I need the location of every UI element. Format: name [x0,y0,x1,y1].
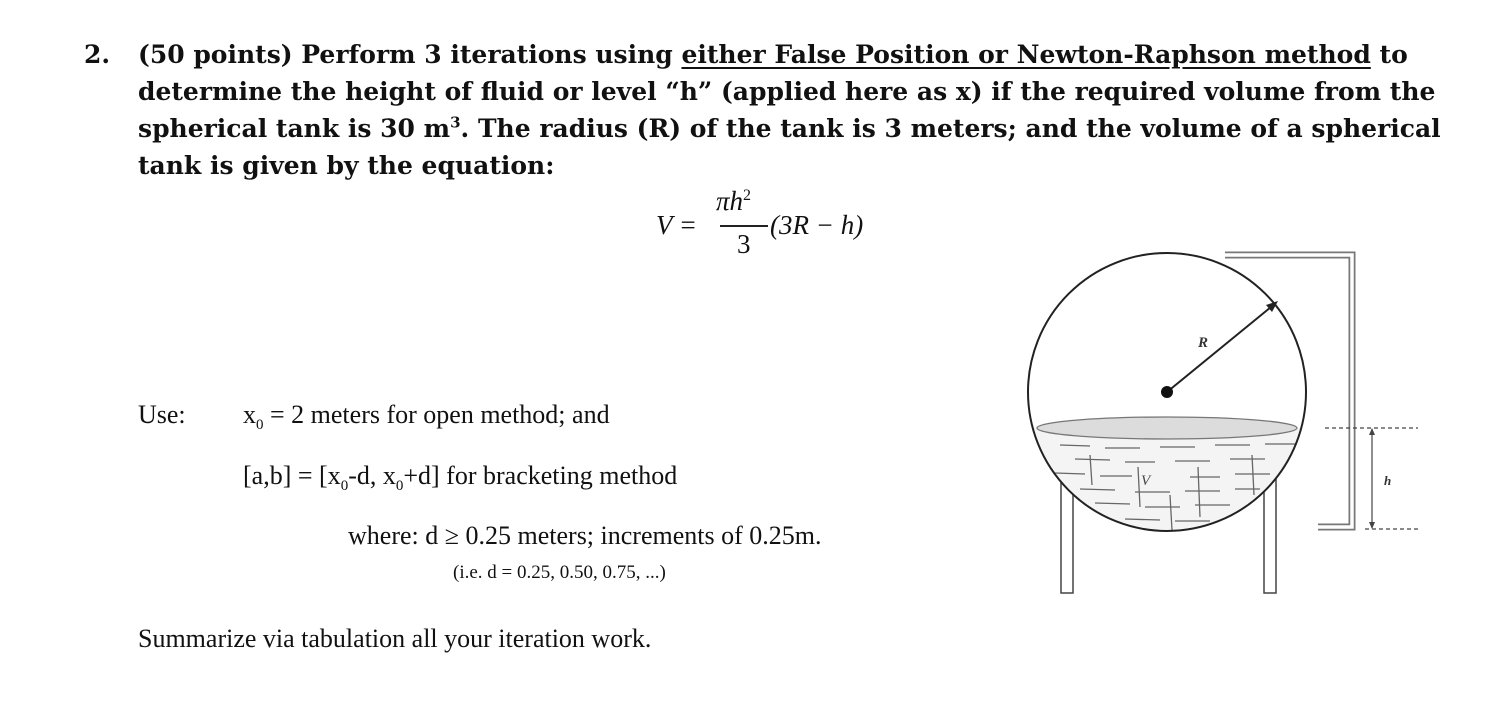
bracket-line [243,461,678,495]
height-arrow-up [1369,428,1375,435]
statement-line-4: tank is given by the equation: [138,151,555,180]
initial-guess-text: = 2 meters for open method; and [263,400,610,429]
method-underline: either False Position or Newton-Raphson method [681,40,1371,69]
radius-line [1167,307,1271,392]
statement-line-1-post: to [1370,40,1408,69]
fraction-bar [720,225,768,227]
radius-label: R [1198,335,1209,351]
spherical-tank-figure [1020,245,1430,605]
statement-line-1 [138,36,1408,73]
increment-example: (i.e. d = 0.25, 0.50, 0.75, ...) [453,562,666,583]
increment-condition: where: d ≥ 0.25 meters; increments of 0.25m. [348,521,822,550]
tank-center-dot [1161,386,1173,398]
height-label: h [1384,473,1392,488]
problem-statement [138,36,1441,184]
initial-guess-var: x [243,400,256,429]
bracket-mid: -d, x [348,461,396,490]
equation-numerator-base: πh [716,186,744,216]
statement-line-3-pre: spherical tank is 30 m [138,114,451,143]
statement-line-1-pre: (50 points) Perform 3 iterations using [138,40,682,69]
equation-lhs: V = [656,210,697,240]
equation-numerator [716,186,751,217]
bracket-sub-2: 0 [395,478,404,495]
initial-guess-sub: 0 [256,417,264,434]
bracket-pre: [a,b] = [x [243,461,341,490]
statement-line-3 [138,110,1441,147]
fluid-surface [1037,417,1297,439]
statement-line-3-post: . The radius (R) of the tank is 3 meters; and the volume of a spherical [460,114,1441,143]
volume-label: V [1141,473,1151,489]
use-label: Use: [138,400,186,429]
summary-instruction: Summarize via tabulation all your iteration work. [138,624,652,653]
cubic-superscript: 3 [450,113,461,132]
equation-numerator-exp: 2 [743,187,752,204]
equation-denominator: 3 [737,229,751,259]
tank-leg-right [1264,475,1276,593]
bracket-sub-1: 0 [340,478,349,495]
initial-guess-line [243,400,610,434]
problem-number: 2. [84,40,111,69]
statement-line-2: determine the height of fluid or level “h” (applied here as x) if the required volume from the [138,77,1436,106]
equation-rhs: (3R − h) [770,210,864,240]
bracket-post: +d] for bracketing method [403,461,678,490]
height-arrow-down [1369,522,1375,529]
